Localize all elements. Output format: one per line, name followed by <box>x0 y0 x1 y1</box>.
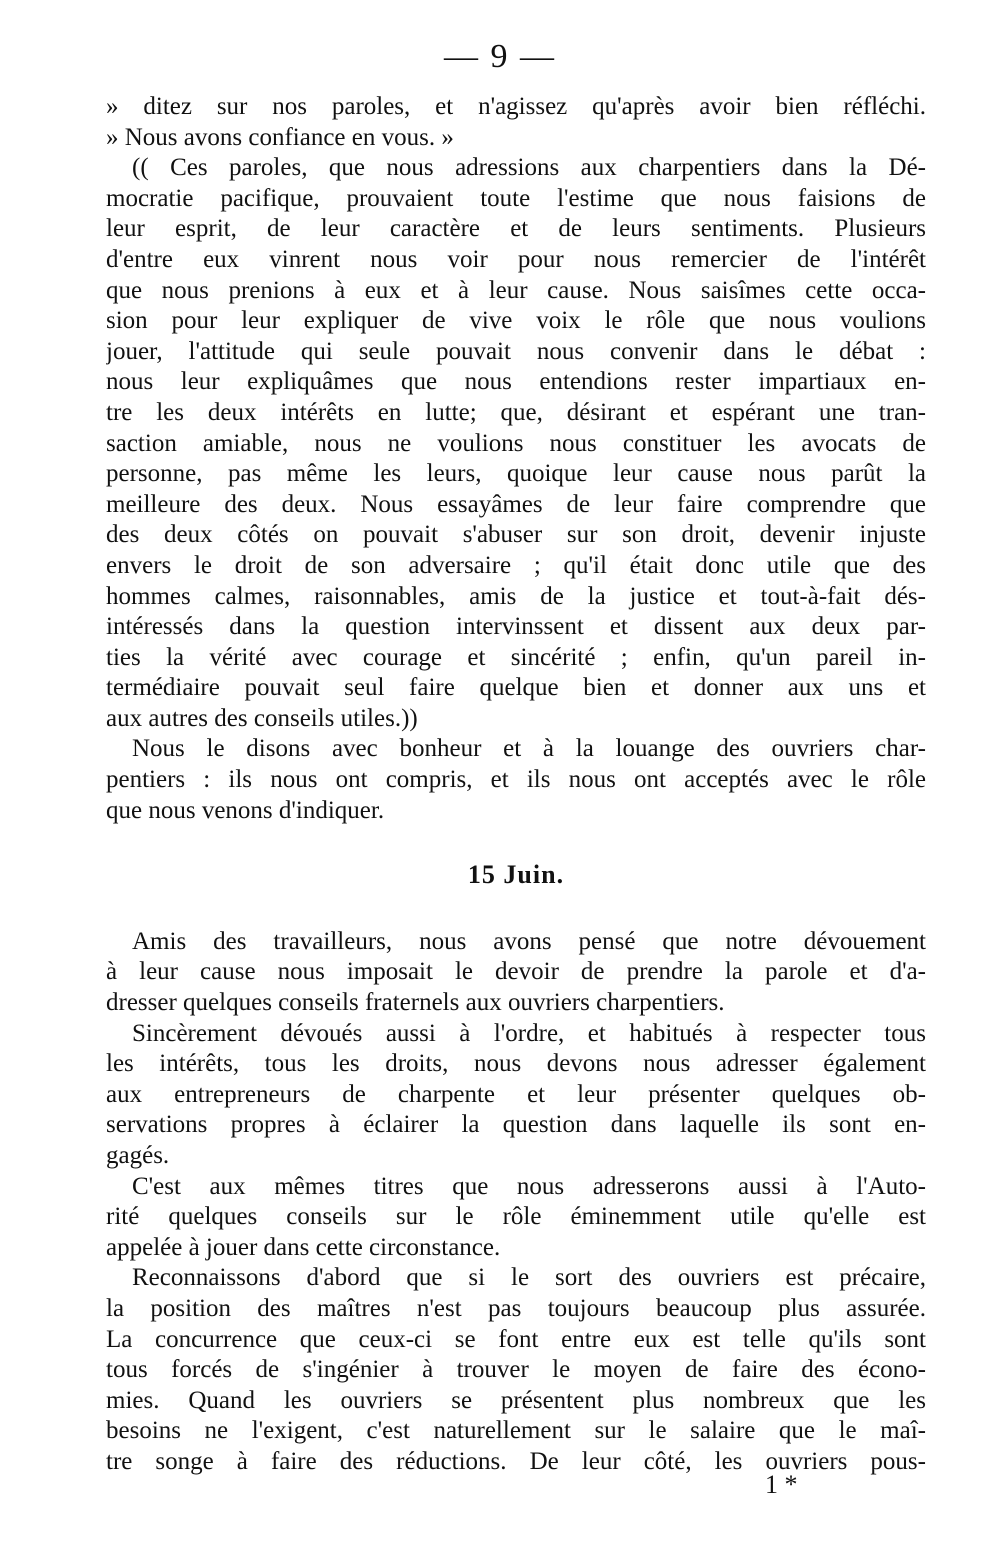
text-line: besoins ne l'exigent, c'est naturellement sur le salaire que le maî- <box>106 1417 926 1445</box>
text-line: pentiers : ils nous ont compris, et ils nous ont acceptés avec le rôle <box>106 766 926 794</box>
text-line: aux autres des conseils utiles.)) <box>106 704 418 732</box>
text-line: dresser quelques conseils fraternels aux ouvriers charpentiers. <box>106 989 725 1017</box>
text-line: Amis des travailleurs, nous avons pensé que notre dévouement <box>132 927 926 955</box>
text-line: Sincèrement dévoués aussi à l'ordre, et habitués à respecter tous <box>132 1019 926 1047</box>
section-title: 15 Juin. <box>467 860 565 890</box>
text-line: rité quelques conseils sur le rôle éminemment utile qu'elle est <box>106 1203 926 1231</box>
text-line: que nous venons d'indiquer. <box>106 796 385 824</box>
page-number: — 9 — <box>444 38 556 75</box>
paragraph-explanation <box>106 153 926 734</box>
text-line: mocratie pacifique, prouvaient toute l'estime que nous faisions de <box>106 184 926 212</box>
text-line: Reconnaissons d'abord que si le sort des ouvriers est précaire, <box>132 1264 926 1292</box>
text-line: aux entrepreneurs de charpente et leur présenter quelques ob- <box>106 1080 926 1108</box>
paragraph-order <box>106 1019 926 1172</box>
text-line: des deux côtés on pouvait s'abuser sur son droit, devenir injuste <box>106 521 926 549</box>
paragraph-recognition <box>106 1263 926 1477</box>
text-line: meilleure des deux. Nous essayâmes de leur faire comprendre que <box>106 490 926 518</box>
text-line: les intérêts, tous les droits, nous devons nous adresser également <box>106 1050 926 1078</box>
text-line: la position des maîtres n'est pas toujours beaucoup plus assurée. <box>106 1294 926 1322</box>
paragraph-authority <box>106 1172 926 1264</box>
text-line: termédiaire pouvait seul faire quelque bien et donner aux uns et <box>106 674 926 702</box>
text-line: saction amiable, nous ne voulions nous constituer les avocats de <box>106 429 926 457</box>
text-line: nous leur expliquâmes que nous entendions rester impartiaux en- <box>106 368 926 396</box>
text-line: » ditez sur nos paroles, et n'agissez qu'après avoir bien réfléchi. <box>106 93 926 120</box>
text-line: jouer, l'attitude qui seule pouvait nous convenir dans le débat : <box>106 337 926 365</box>
text-line: à leur cause nous imposait le devoir de prendre la parole et d'a- <box>106 958 926 986</box>
text-line: C'est aux mêmes titres que nous adresserons aussi à l'Auto- <box>132 1172 926 1200</box>
text-line: servations propres à éclairer la question dans laquelle ils sont en- <box>106 1111 926 1139</box>
text-line: La concurrence que ceux-ci se font entre eux est telle qu'ils sont <box>106 1325 926 1353</box>
text-line: (( Ces paroles, que nous adressions aux charpentiers dans la Dé- <box>132 154 926 182</box>
signature-mark: 1 * <box>765 1470 798 1499</box>
paragraph-quote-end <box>106 92 926 153</box>
text-line: leur esprit, de leur caractère et de leurs sentiments. Plusieurs <box>106 215 926 243</box>
text-line: sion pour leur expliquer de vive voix le rôle que nous voulions <box>106 307 926 335</box>
text-line: d'entre eux vinrent nous voir pour nous remercier de l'intérêt <box>106 245 926 273</box>
text-line: mies. Quand les ouvriers se présentent plus nombreux que les <box>106 1386 926 1414</box>
text-line: envers le droit de son adversaire ; qu'il était donc utile que des <box>106 551 926 579</box>
text-line: » Nous avons confiance en vous. » <box>106 123 454 151</box>
text-line: intéressés dans la question intervinssent et dissent aux deux par- <box>106 613 926 641</box>
page-body <box>106 92 926 1478</box>
paragraph-friends <box>106 927 926 1019</box>
text-line: ties la vérité avec courage et sincérité ; enfin, qu'un pareil in- <box>106 643 926 671</box>
text-line: gagés. <box>106 1142 170 1169</box>
text-line: personne, pas même les leurs, quoique leur cause nous parût la <box>106 460 926 488</box>
text-line: appelée à jouer dans cette circonstance. <box>106 1233 501 1261</box>
text-line: Nous le disons avec bonheur et à la louange des ouvriers char- <box>132 735 926 763</box>
text-line: hommes calmes, raisonnables, amis de la justice et tout-à-fait dés- <box>106 582 926 610</box>
text-line: tre songe à faire des réductions. De leur côté, les ouvriers pous- <box>106 1447 926 1475</box>
text-line: tous forcés de s'ingénier à trouver le moyen de faire des écono- <box>106 1356 926 1384</box>
text-line: que nous prenions à eux et à leur cause. Nous saisîmes cette occa- <box>106 276 926 304</box>
paragraph-acceptance <box>106 734 926 826</box>
text-line: tre les deux intérêts en lutte; que, désirant et espérant une tran- <box>106 398 926 426</box>
